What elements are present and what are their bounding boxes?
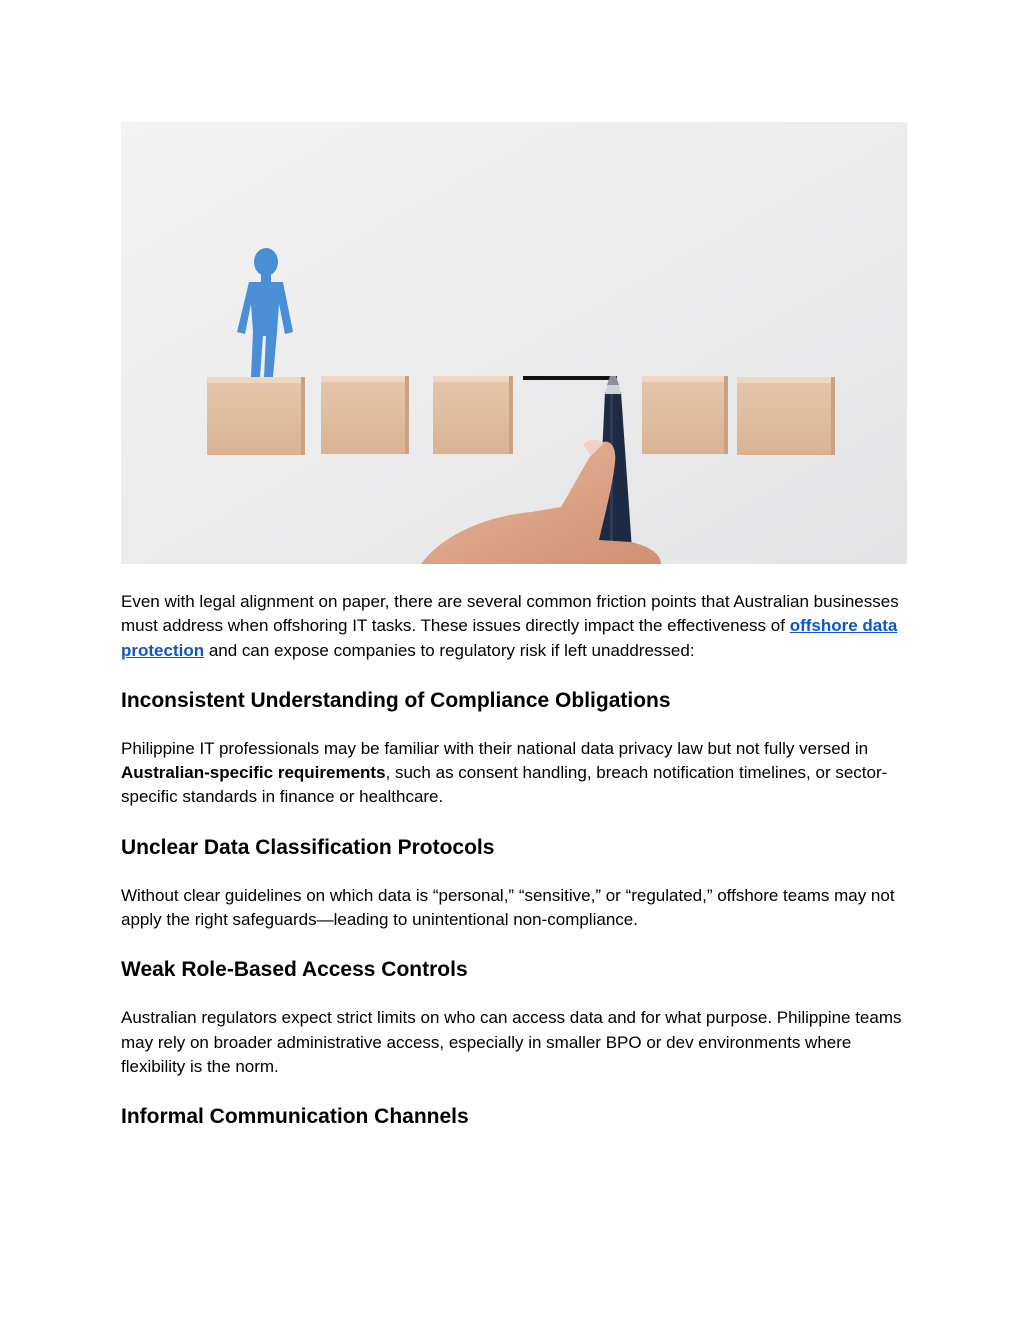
section-heading-classification: Unclear Data Classification Protocols (121, 835, 495, 859)
person-on-blocks-illustration (121, 122, 907, 564)
drawn-line (523, 376, 617, 380)
article-body (121, 590, 907, 1130)
intro-text-after: and can expose companies to regulatory risk if left unaddressed: (204, 640, 695, 660)
wooden-block (321, 376, 409, 454)
wooden-block (737, 377, 835, 455)
section-paragraph-compliance (121, 737, 907, 810)
section-heading-access-controls: Weak Role-Based Access Controls (121, 958, 468, 982)
section-heading-compliance: Inconsistent Understanding of Compliance Obligations (121, 688, 671, 712)
hero-image (121, 122, 907, 564)
wooden-block (433, 376, 513, 454)
compliance-text-after: , such as consent handling, breach notification timelines, or sector-specific standards in finance or healthcare. (121, 763, 888, 807)
section-heading-communication: Informal Communication Channels (121, 1105, 469, 1129)
intro-paragraph (121, 590, 907, 663)
wooden-block (207, 377, 305, 455)
section-paragraph-access-controls: Australian regulators expect strict limits on who can access data and for what purpose. Philippine teams may rely on broader administrative access, especially in smaller BPO or dev environments where flexibility is the norm. (121, 1008, 902, 1076)
compliance-text-before: Philippine IT professionals may be familiar with their national data privacy law but not fully versed in (121, 738, 869, 758)
wooden-block (642, 376, 728, 454)
compliance-bold-text: Australian-specific requirements (121, 763, 386, 783)
offshore-data-protection-link[interactable]: offshore data protection (121, 616, 898, 660)
section-paragraph-classification: Without clear guidelines on which data is “personal,” “sensitive,” or “regulated,” offshore teams may not apply the right safeguards—leading to unintentional non-compliance. (121, 885, 895, 930)
intro-text-before: Even with legal alignment on paper, there are several common friction points that Australian businesses must address when offshoring IT tasks. These issues directly impact the effectiveness of (121, 592, 899, 636)
